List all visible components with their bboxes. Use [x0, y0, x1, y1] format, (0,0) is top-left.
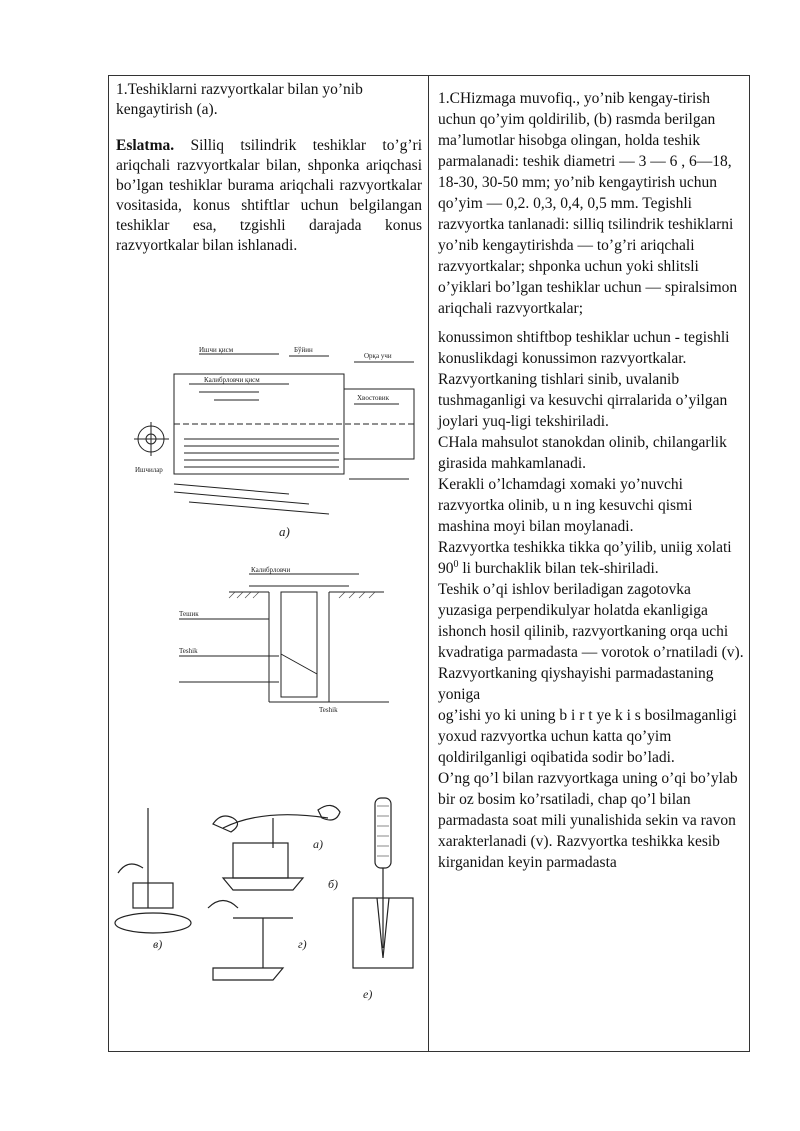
note-label: Eslatma. — [116, 137, 175, 154]
degree-superscript: 0 — [453, 558, 459, 570]
instruction-paragraph — [438, 537, 744, 579]
instruction-paragraph: Teshik o’qi ishlov beriladigan zagotovka yuzasiga perpendikulyar holatda ekanligiga ishonch hosil qilinib, razvyortkaning orqa uchi kvadratiga parmadasta — vorotok o’rnatiladi (v). — [438, 581, 744, 661]
instruction-paragraph: Razvyortkaning tishlari sinib, uvalanib tushmaganligi va kesuvchi qirralarida o’yilgan joylari yuq-ligi tekshiriladi. — [438, 371, 728, 430]
svg-text:Ишчи қисм: Ишчи қисм — [199, 346, 234, 354]
instruction-paragraph: Kerakli o’lchamdagi xomaki yo’nuvchi razvyortka olinib, u n ing kesuvchi qismi mashina moyi bilan moylanadi. — [438, 476, 693, 535]
hand-reaming-figure — [113, 788, 425, 1003]
figure-a-caption: a) — [279, 524, 290, 539]
instruction-paragraph: CHala mahsulot stanokdan olinib, chilangarlik girasida mahkamlanadi. — [438, 434, 727, 472]
svg-text:Ишчилар: Ишчилар — [135, 466, 163, 474]
svg-text:Хвостовик: Хвостовик — [357, 394, 390, 402]
svg-text:Тешик: Тешик — [179, 610, 199, 618]
svg-text:Teshik: Teshik — [179, 647, 198, 655]
figure-c-label-d: в) — [153, 937, 163, 951]
svg-text:Бўйин: Бўйин — [294, 346, 313, 354]
figure-c-label-e: е) — [363, 987, 373, 1001]
figure-c-label-a: a) — [313, 837, 323, 851]
figure-c-label-g: г) — [298, 937, 307, 951]
instruction-paragraph: og’ishi yo ki uning b i r t ye k i s bosilmaganligi yoxud razvyortka uchun katta qo’yim qoldirilganligi oqibatida sodir bo’ladi. — [438, 707, 737, 766]
svg-text:Teshik: Teshik — [319, 706, 338, 714]
left-column — [116, 80, 422, 256]
angle-text-end: li burchaklik bilan tek-shiriladi. — [458, 560, 659, 577]
hole-section-figure — [169, 564, 399, 714]
instruction-paragraph: konussimon shtiftbop teshiklar uchun - tegishli konuslikdagi konussimon razvyortkalar. — [438, 329, 730, 367]
svg-text:Калибрловчи қисм: Калибрловчи қисм — [204, 376, 260, 384]
instruction-paragraph: O’ng qo’l bilan razvyortkaga uning o’qi bo’ylab bir oz bosim ko’rsatiladi, chap qo’l bilan parmadasta soat mili yunalishida sekin va ravon xarakterlanadi (v). Razvyortka teshikka kesib kirganidan keyin parmadasta — [438, 770, 738, 871]
step-heading: 1.Teshiklarni razvyortkalar bilan yo’nib kengaytirish (a). — [116, 81, 363, 118]
note-paragraph — [116, 136, 422, 256]
angle-text: Razvyortka teshikka tikka qo’yilib, uniig xolati 90 — [438, 539, 732, 577]
svg-text:Калибрловчи: Калибрловчи — [251, 566, 291, 574]
right-column — [438, 88, 744, 873]
instruction-paragraph: Razvyortkaning qiyshayishi parmadastaning yoniga — [438, 665, 714, 703]
column-divider — [428, 76, 429, 1051]
figure-c-label-b: б) — [328, 877, 339, 891]
note-text: Silliq tsilindrik teshiklar to’g’ri ariqchali razvyortkalar bilan, shponka ariqchasi bo’lgan teshiklar burama ariqchali razvyortkalar vositasida, konus shtiftlar uchun belgilangan teshiklar esa, tzgishli darajada konus razvyortkalar bilan ishlanadi. — [116, 137, 422, 254]
instruction-paragraph: 1.CHizmaga muvofiq., yo’nib kengay-tirish uchun qo’yim qoldirilib, (b) rasmda berilgan ma’lumotlar hisobga olingan, holda teshik parmalanadi: teshik diametri — 3 — 6 , 6—18, 18-30, 30-50 mm; yo’nib kengaytirish uchun qo’yim — 0,2. 0,3, 0,4, 0,5 mm. Tegishli razvyortka tanlanadi: silliq tsilindrik teshiklarni yo’nib kengaytirishda — to’g’ri ariqchali razvyortkalar; shponka uchun yoki shlitsli o’yiklari bo’lgan teshiklar uchun — spiralsimon ariqchali razvyortkalar; — [438, 90, 738, 317]
svg-text:Орқа учи: Орқа учи — [364, 352, 392, 360]
reamer-drawing-figure — [129, 344, 419, 544]
content-table — [108, 75, 750, 1052]
